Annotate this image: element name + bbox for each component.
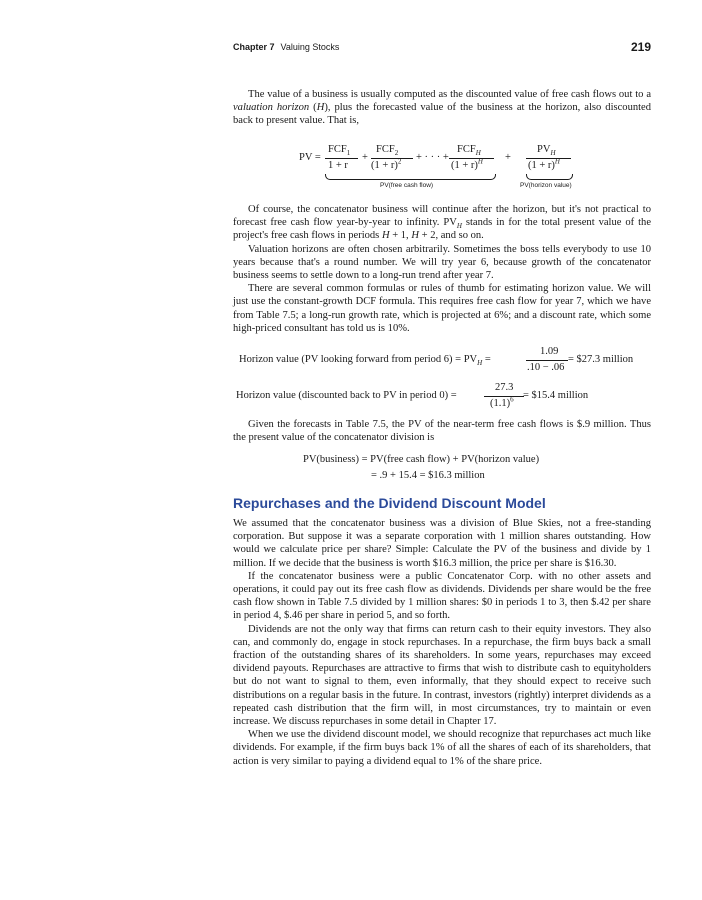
- chapter-title: Valuing Stocks: [280, 42, 340, 52]
- intro-text-a: The value of a business is usually computed as the discounted value of free cash flows out to a: [248, 89, 651, 100]
- intro-h-symbol: H: [316, 102, 325, 114]
- pv-business-equation-line1: PV(business) = PV(free cash flow) + PV(horizon value): [303, 454, 540, 465]
- pvh-denominator: $(1 + r)^H$: [528, 157, 560, 171]
- body-paragraphs-1: [233, 203, 651, 335]
- horizon1-fraction-bar: [526, 360, 568, 361]
- paragraph-stock-repurchases: Dividends are not the only way that firms can return cash to their equity investors. They also can, and commonly do, engage in stock repurchases. In a repurchase, the firm buys back a small fraction of the outstanding shares of its shareholders. In some years, repurchases may exceed dividend payouts. Repurchases are attractive to firms that wish to distribute cash to equityholders but do not want to signal to them, even informally, that they should expect to receive such distributions on a regular basis in the future. In contrast, investors (rightly) interpret dividends as a repeated cash distribution that the firm will, in most circumstances, try to maintain or even increase. We discuss repurchases in some detail in Chapter 17.: [233, 623, 651, 728]
- pv-lhs: PV =: [299, 152, 321, 163]
- pvh-numerator: $PV_H$: [537, 144, 556, 158]
- plus-sign-2: +: [505, 152, 511, 163]
- valuation-horizon-term: valuation horizon: [233, 102, 310, 114]
- horizon2-denominator: $(1.1)^6$: [490, 395, 514, 409]
- ellipsis-plus: + · · · +: [416, 152, 449, 163]
- paragraph-valuation-horizons: Valuation horizons are often chosen arbitrarily. Sometimes the boss tells everybody to use 10 years because that's a round number. We will try year 6, because growth of the concatenator business seems to settle down to a long-run trend after year 7.: [233, 243, 651, 282]
- body-paragraphs-2: [233, 418, 651, 444]
- paragraph-near-term-pv: Given the forecasts in Table 7.5, the PV of the near-term free cash flows is $.9 million. Thus the present value of the concatenator division is: [233, 419, 651, 444]
- plus-sign-1: +: [362, 152, 368, 163]
- fcf2-numerator: $FCF_2$: [376, 144, 399, 158]
- pv-free-cash-flow-label: PV(free cash flow): [380, 182, 434, 189]
- intro-text-b: (: [309, 102, 317, 114]
- fcfh-denominator: $(1 + r)^H$: [451, 157, 483, 171]
- running-header: [233, 40, 651, 56]
- fcfh-numerator: $FCF_H$: [457, 144, 481, 158]
- fcf1-numerator: $FCF_1$: [328, 144, 351, 158]
- pv-horizon-value-label: PV(horizon value): [520, 182, 572, 189]
- paragraph-price-per-share: We assumed that the concatenator business was a division of Blue Skies, not a free-standing corporation. But suppose it was a separate corporation with 1 million shares outstanding. How would we calculate price per share? Simple: Calculate the PV of the business and divide by 1 million. If we decide that the business is worth $16.3 million, the price per share is $16.30.: [233, 518, 651, 569]
- page-number: 219: [630, 40, 651, 54]
- intro-text-c: ), plus the forecasted value of the business at the horizon, also discounted back to present value. That is,: [233, 102, 651, 127]
- horizon1-denominator: .10 − .06: [527, 362, 565, 373]
- fcfh-fraction-bar: [449, 158, 494, 159]
- paragraph-rules-of-thumb: There are several common formulas or rules of thumb for estimating horizon value. We will just use the constant-growth DCF formula. This requires free cash flow for year 7, which we have from Table 7.5; a long-run growth rate, which is projected at 6%; and a discount rate, which some high-priced consultant has told us is 10%.: [233, 283, 651, 334]
- horizon1-numerator: 1.09: [540, 346, 559, 357]
- pv-equation: [233, 141, 651, 191]
- fcf1-fraction-bar: [325, 158, 358, 159]
- intro-paragraph: [233, 88, 651, 128]
- horizon-value-equation-2: [233, 381, 651, 413]
- free-cash-flow-brace: [325, 174, 496, 180]
- pvh-fraction-bar: [526, 158, 571, 159]
- intro-paragraph-block: [233, 88, 651, 128]
- horizon1-result: = $27.3 million: [568, 354, 634, 365]
- horizon2-result: = $15.4 million: [523, 390, 589, 401]
- paragraph-dividend-discount-model: When we use the dividend discount model, we should recognize that repurchases act much like dividends. For example, if the firm buys back 1% of all the shares of each of its shareholders, that action is very similar to paying a dividend equal to 1% of the share price.: [233, 729, 651, 767]
- pv-business-equation-line2: = .9 + 15.4 = $16.3 million: [371, 470, 485, 481]
- horizon-value-equation-1: [233, 345, 651, 375]
- fcf1-denominator: 1 + r: [328, 160, 348, 171]
- section-body: [233, 517, 651, 768]
- horizon-value-brace: [526, 174, 573, 180]
- chapter-label: [233, 42, 339, 52]
- section-heading: Repurchases and the Dividend Discount Model: [233, 495, 546, 511]
- horizon-value-discounted-label: Horizon value (discounted back to PV in period 0) =: [236, 390, 457, 401]
- chapter-number: Chapter 7: [233, 42, 275, 52]
- horizon2-fraction-bar: [484, 396, 524, 397]
- paragraph-horizon-infinity: Of course, the concatenator business will continue after the horizon, but it's not practical to forecast free cash flow year-by-year to infinity. $PV_H$ stands in for the total present value of the project's free cash flows in periods H + 1, H + 2, and so on.: [233, 204, 651, 242]
- horizon2-numerator: 27.3: [495, 382, 514, 393]
- fcf2-fraction-bar: [371, 158, 413, 159]
- paragraph-dividends-per-share: If the concatenator business were a public Concatenator Corp. with no other assets and operations, it could pay out its free cash flow as dividends. Dividends per share would be the free cash flow shown in Table 7.5 divided by 1 million shares: $0 in periods 1 to 3, then $.42 per share in period 4, $.46 per share in period 5, and so forth.: [233, 570, 651, 622]
- horizon-value-forward-label: Horizon value (PV looking forward from period $6) = PV_H$ =: [239, 354, 491, 368]
- fcf2-denominator: $(1 + r)^2$: [371, 157, 402, 171]
